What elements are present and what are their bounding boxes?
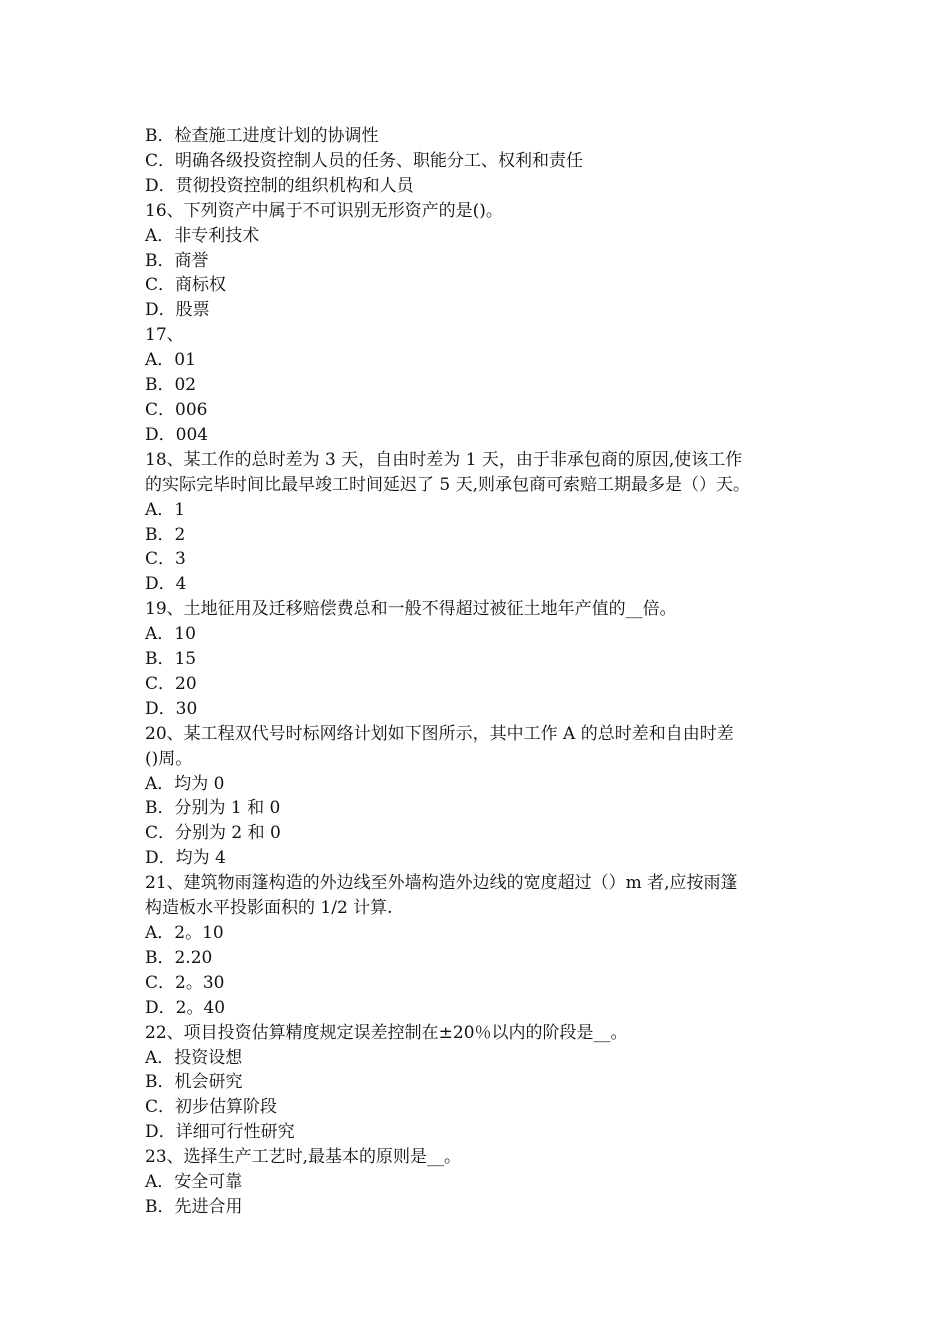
text-line: A．2。10 [145, 923, 224, 943]
text-line: 19、土地征用及迁移赔偿费总和一般不得超过被征土地年产值的__倍。 [145, 599, 677, 620]
text-line: B．机会研究 [145, 1072, 243, 1093]
text-line: C．初步估算阶段 [145, 1097, 278, 1118]
text-line: B．2.20 [145, 947, 213, 968]
text-line: 20、某工程双代号时标网络计划如下图所示，其中工作 A 的总时差和自由时差 [145, 723, 734, 744]
text-line: B．先进合用 [145, 1196, 243, 1217]
text-line: 16、下列资产中属于不可识别无形资产的是()。 [145, 200, 503, 221]
text-line: C．3 [145, 549, 186, 570]
text-line: D．贯彻投资控制的组织机构和人员 [145, 175, 414, 196]
text-line: A．非专利技术 [145, 225, 260, 246]
text-line: A．01 [145, 350, 196, 371]
text-line: B．2 [145, 524, 186, 545]
text-line: 21、建筑物雨篷构造的外边线至外墙构造外边线的宽度超过（）m 者,应按雨篷 [145, 873, 738, 894]
text-line: 的实际完毕时间比最早竣工时间延迟了 5 天,则承包商可索赔工期最多是（）天。 [145, 474, 751, 495]
text-line: D．004 [145, 424, 209, 445]
text-line: B．分别为 1 和 0 [145, 798, 281, 819]
text-line: D．股票 [145, 300, 210, 321]
text-line: C．20 [145, 673, 197, 694]
text-line: D．4 [145, 574, 187, 595]
text-line: A．均为 0 [145, 773, 225, 794]
text-line: A．投资设想 [145, 1047, 243, 1068]
text-line: 17、 [145, 325, 184, 346]
text-line: 18、某工作的总时差为 3 天，自由时差为 1 天，由于非承包商的原因,使该工作 [145, 449, 743, 470]
text-line: D．2。40 [145, 997, 226, 1018]
text-line: A．10 [145, 624, 196, 645]
text-line: C．商标权 [145, 275, 227, 296]
text-line: B．检查施工进度计划的协调性 [145, 126, 379, 146]
text-line: D．均为 4 [145, 848, 226, 869]
text-line: A．安全可靠 [145, 1172, 243, 1193]
text-line: C．分别为 2 和 0 [145, 823, 281, 844]
text-line: B．15 [145, 649, 197, 670]
text-line: 22、项目投资估算精度规定误差控制在±20％以内的阶段是__。 [145, 1022, 628, 1043]
text-line: B．商誉 [145, 250, 209, 271]
text-line: B．02 [145, 375, 197, 396]
text-line: C．2。30 [145, 972, 225, 993]
text-line: D．30 [145, 698, 198, 719]
text-line: A．1 [145, 499, 186, 520]
text-line: D．详细可行性研究 [145, 1122, 295, 1143]
question-text-block [145, 124, 815, 1220]
text-line: ()周。 [145, 748, 193, 769]
text-line: 构造板水平投影面积的 1/2 计算. [145, 898, 393, 919]
text-line: C．006 [145, 399, 208, 420]
text-line: 23、选择生产工艺时,最基本的原则是__。 [145, 1147, 462, 1168]
text-line: C．明确各级投资控制人员的任务、职能分工、权利和责任 [145, 150, 584, 171]
